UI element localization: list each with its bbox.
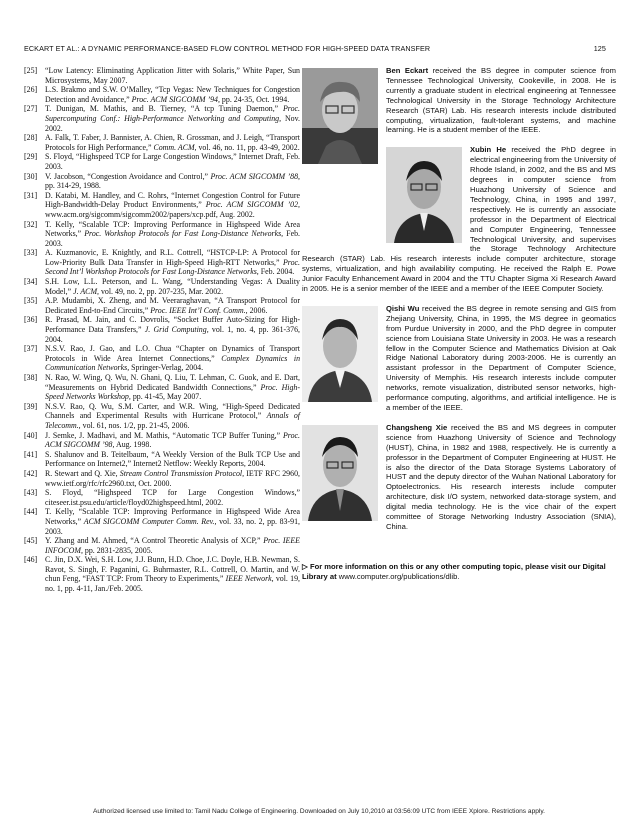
reference-text: pp. 41-45, May 2007. xyxy=(130,392,202,402)
reference-text: IETF RFC 2960, www.ietf.org/rfc/rfc2960.txt, Oct. 2000. xyxy=(45,468,300,488)
reference-text: pp. 2831-2835, 2005. xyxy=(82,545,153,555)
reference-item xyxy=(24,402,300,431)
reference-item xyxy=(24,191,300,220)
reference-text: D. Katabi, M. Handley, and C. Rohrs, “Internet Congestion Control for Future High-Bandwidth-Delay Product Environments,” xyxy=(45,190,300,210)
running-header xyxy=(24,44,614,58)
reference-text: vol. 33, no. 2, pp. 83-91, 2003. xyxy=(45,516,300,536)
reference-item xyxy=(24,469,300,488)
reference-text: vol. 49, no. 2, pp. 207-235, Mar. 2002. xyxy=(99,286,224,296)
reference-text: Y. Zhang and M. Ahmed, “A Control Theoretic Analysis of XCP,” xyxy=(45,536,264,546)
reference-number: [28] xyxy=(24,133,38,143)
reference-item xyxy=(24,133,300,152)
portrait-xie-image xyxy=(302,425,378,521)
reference-text: L.S. Brakmo and S.W. O’Malley, “Tcp Vegas: New Techniques for Congestion Detection and Avoidance,” xyxy=(45,85,300,104)
reference-venue: Proc. IEEE Int’l Conf. Comm., xyxy=(150,305,248,315)
triangle-arrow-icon: ▷ xyxy=(302,561,308,571)
more-info-lead: For more information on this or any other computing topic, please visit our Digital Library at xyxy=(302,561,606,581)
reference-item xyxy=(24,315,300,344)
reference-number: [43] xyxy=(24,488,38,498)
running-head-title: ECKART ET AL.: A DYNAMIC PERFORMANCE-BASED FLOW CONTROL METHOD FOR HIGH-SPEED DATA TRANSFER xyxy=(24,44,431,53)
reference-text: R. Stewart and Q. Xie, xyxy=(45,468,120,478)
reference-item xyxy=(24,104,300,133)
reference-item xyxy=(24,450,300,469)
reference-item xyxy=(24,555,300,593)
page-number: 125 xyxy=(593,44,606,53)
author-photo-wu xyxy=(302,306,378,402)
bio-name-he: Xubin He xyxy=(470,145,507,155)
reference-number: [25] xyxy=(24,66,38,75)
reference-item xyxy=(24,507,300,536)
bio-qishi-wu xyxy=(302,304,616,413)
reference-text: vol. 19, no. 1, pp. 4-11, Jan./Feb. 2005. xyxy=(45,574,300,594)
reference-venue: Proc. Workshop Protocols for Fast Long-Distance Networks, xyxy=(84,229,284,239)
reference-number: [37] xyxy=(24,344,38,354)
reference-item xyxy=(24,344,300,373)
reference-number: [40] xyxy=(24,430,38,440)
reference-text: A.P. Mudambi, X. Zheng, and M. Veeraraghavan, “A Transport Protocol for Dedicated End-to-End Circuits,” xyxy=(45,296,300,315)
reference-text: vol. 46, no. 11, pp. 43-49, 2002. xyxy=(196,142,300,152)
bio-ben-eckart xyxy=(302,66,616,135)
reference-number: [30] xyxy=(24,171,38,181)
reference-venue: Proc. Supercomputing Conf.: High-Performance Networking and Computing, xyxy=(45,104,300,123)
reference-text: Feb. 2004. xyxy=(258,267,295,277)
reference-text: S. Floyd, “Highspeed TCP for Large Congestion Windows,” Internet Draft, Feb. 2003. xyxy=(45,152,300,171)
reference-venue: Proc. IEEE INFOCOM, xyxy=(45,536,300,555)
reference-venue: J. ACM, xyxy=(73,286,99,296)
reference-item xyxy=(24,536,300,555)
reference-number: [46] xyxy=(24,555,38,565)
reference-number: [38] xyxy=(24,373,38,382)
reference-venue: ACM SIGCOMM Computer Comm. Rev., xyxy=(83,516,217,526)
reference-text: N. Rao, W. Wing, Q. Wu, N. Ghani, Q. Liu, T. Lehman, C. Guok, and E. Dart, “Measurements on Hybrid Dedicated Bandwidth Connections,” xyxy=(45,373,300,392)
reference-text: vol. 1, no. 4, pp. 361-376, 2004. xyxy=(45,325,300,344)
reference-number: [44] xyxy=(24,507,38,517)
reference-venue: Comm. ACM, xyxy=(153,142,197,152)
reference-text: V. Jacobson, “Congestion Avoidance and Control,” xyxy=(45,171,211,181)
reference-item xyxy=(24,277,300,296)
reference-venue: Complex Dynamics in Communication Networks, xyxy=(45,353,301,373)
author-bios xyxy=(302,66,616,589)
reference-text: 2006. xyxy=(247,305,268,315)
reference-venue: Proc. ACM SIGCOMM ’02, xyxy=(205,200,300,210)
author-photo-he xyxy=(386,147,462,243)
bio-text-wu: received the BS degree in remote sensing and GIS from Zhejiang University, China, in 1995, the MS degree in geomatics from Purdue University in 2000, and the PhD degree in computer science from Louisiana State University in 2003. He was a research fellow in the Computer Science and Mathematics Division at Oak Ridge National Laboratory during 2003-2006. He is currently an assistant professor in the Department of Computer Science, University of Memphis. His research interests include computer networks, remote visualization, distributed sensor networks, high-performance computing, algorithms, and artificial intelligence. He is a member of the IEEE. xyxy=(386,303,616,412)
reference-venue: Proc. Second Int’l Workshop Protocols for Fast Long-Distance Networks, xyxy=(45,257,300,277)
reference-text: pp. 314-29, 1988. xyxy=(45,181,101,191)
reference-venue: Proc. ACM SIGCOMM ’94, xyxy=(131,94,220,104)
reference-text: Feb. 2003. xyxy=(45,229,300,248)
reference-item xyxy=(24,296,300,315)
reference-text: T. Dunigan, M. Mathis, and B. Tierney, “A tcp Tuning Daemon,” xyxy=(45,104,283,114)
reference-text: C. Jin, D.X. Wei, S.H. Low, J.J. Bunn, H.D. Choe, J.C. Doyle, H.B. Newman, S. Ravot, S. Singh, F. Paganini, G. Buhrmaster, R.L. Cottrell, O. Martin, and W. chun Feng, “FAST TCP: From Theory to Experiments,” xyxy=(45,555,300,584)
reference-text: A. Falk, T. Faber, J. Bannister, A. Chien, R. Grossman, and J. Leigh, “Transport Protocols for High Performance,” xyxy=(45,133,300,152)
author-photo-xie xyxy=(302,425,378,521)
reference-number: [36] xyxy=(24,315,38,325)
reference-item xyxy=(24,248,300,277)
bio-name-eckart: Ben Eckart xyxy=(386,66,429,75)
reference-item xyxy=(24,152,300,171)
reference-item xyxy=(24,373,300,402)
portrait-he-image xyxy=(386,147,462,243)
reference-text: A. Kuzmanovic, E. Knightly, and R.L. Cottrell, “HSTCP-LP: A Protocol for Low-Priority Bulk Data Transfer in High-Speed High-RTT Networks,” xyxy=(45,248,300,267)
bio-text-xie: received the BS and MS degrees in computer science from Huazhong University of Science and Technology (HUST), China, in 1982 and 1988, respectively. He is currently a professor in the Department of Computer Engineering at HUST. He is also the director of the Data Storage Systems Laboratory of HUST and the deputy director of the Wuhan National Laboratory for Optoelectronics. His research interests include computer architecture, disk I/O system, networked data-storage system, and digital media technology. He is the vice chair of the expert committee of Storage Networking Industry Association (SNIA), China. xyxy=(386,422,616,531)
reference-number: [26] xyxy=(24,85,38,95)
bio-name-xie: Changsheng Xie xyxy=(386,422,448,432)
reference-number: [42] xyxy=(24,468,38,478)
reference-text: T. Kelly, “Scalable TCP: Improving Performance in Highspeed Wide Area Networks,” xyxy=(45,507,300,526)
digital-library-note xyxy=(302,562,616,582)
reference-text: Nov. 2002. xyxy=(45,113,300,133)
bio-changsheng-xie xyxy=(302,423,616,532)
reference-item xyxy=(24,431,300,450)
reference-text: Springer-Verlag, 2004. xyxy=(129,363,204,373)
reference-item xyxy=(24,220,300,249)
references-list xyxy=(24,66,300,594)
portrait-wu-image xyxy=(302,306,378,402)
bio-xubin-he xyxy=(302,145,616,294)
reference-text: Aug. 1998. xyxy=(114,440,152,450)
reference-item xyxy=(24,66,300,85)
reference-text: pp. 24-35, Oct. 1994. xyxy=(219,94,290,104)
reference-number: [41] xyxy=(24,449,38,459)
reference-text: R. Prasad, M. Jain, and C. Dovrolis, “Socket Buffer Auto-Sizing for High-Performance Data Transfers,” xyxy=(45,315,300,335)
reference-item xyxy=(24,172,300,191)
reference-text: S. Shalunov and B. Teitelbaum, “A Weekly Version of the Bulk TCP Use and Performance on Internet2,” Internet2 Netflow: Weekly Reports, 2004. xyxy=(45,449,300,469)
reference-number: [39] xyxy=(24,401,38,411)
license-footer: Authorized licensed use limited to: Tamil Nadu College of Engineering. Downloaded on July 10,2010 at 03:56:09 UTC from IEEE Xplore. Restrictions apply. xyxy=(92,808,546,815)
reference-text: S.H. Low, L.L. Peterson, and L. Wang, “Understanding Vegas: A Duality Model,” xyxy=(45,277,300,296)
reference-number: [35] xyxy=(24,296,38,306)
reference-text: S. Floyd, “Highspeed TCP for Large Congestion Windows,” citeseer.ist.psu.edu/article/floyd02highspeed.html, 2002. xyxy=(45,488,300,507)
reference-venue: Proc. ACM SIGCOMM ’88, xyxy=(210,171,300,181)
reference-number: [33] xyxy=(24,248,38,258)
reference-text: vol. 61, nos. 1/2, pp. 21-45, 2006. xyxy=(80,420,190,430)
reference-item xyxy=(24,488,300,507)
reference-number: [32] xyxy=(24,219,38,229)
reference-number: [27] xyxy=(24,104,38,114)
reference-number: [45] xyxy=(24,536,38,546)
reference-text: N.S.V. Rao, J. Gao, and L.O. Chua “Chapter on Dynamics of Transport Protocols in Wide Area Internet Connections,” xyxy=(45,344,300,363)
bio-name-wu: Qishi Wu xyxy=(386,303,420,313)
reference-text: “Low Latency: Eliminating Application Jitter with Solaris,” White Paper, Sun Microsystems, May 2007. xyxy=(45,66,300,85)
bio-text-eckart: received the BS degree in computer science from Tennessee Technological University, Cookeville, in 2008. He is currently a graduate student in electrical engineering at Tennessee Technological University in the Storage Technology Architecture Research (STAR) Lab. His research interests include distributed computing, virtualization, fault-tolerant systems, and machine learning. He is a student member of the IEEE. xyxy=(386,66,616,135)
reference-text: www.acm.org/sigcomm/sigcomm2002/papers/xcp.pdf, Aug. 2002. xyxy=(45,209,255,219)
reference-text: N.S.V. Rao, Q. Wu, S.M. Carter, and W.R. Wing, “High-Speed Dedicated Channels and Experimental Results with Hurricane Protocol,” xyxy=(45,401,300,421)
reference-item xyxy=(24,85,300,104)
reference-venue: Stream Control Transmission Protocol, xyxy=(119,468,245,478)
reference-number: [29] xyxy=(24,152,38,162)
reference-venue: Proc. High-Speed Networks Workshop, xyxy=(45,382,300,402)
reference-number: [31] xyxy=(24,190,38,200)
reference-number: [34] xyxy=(24,277,38,287)
digital-library-link[interactable]: www.computer.org/publications/dlib. xyxy=(338,571,460,581)
reference-venue: Annals of Telecomm., xyxy=(45,411,300,430)
reference-venue: Proc. ACM SIGCOMM ’98, xyxy=(45,430,300,450)
reference-text: J. Semke, J. Madhavi, and M. Mathis, “Automatic TCP Buffer Tuning,” xyxy=(45,430,283,440)
reference-venue: IEEE Network, xyxy=(225,574,274,584)
bio-text-he: received the PhD degree in electrical engineering from the University of Rhode Island, in 2002, and the BS and MS degrees in computer science from Huazhong University of Science and Technology, China, in 1995 and 1997, respectively. He is currently an associate professor in the Department of Electrical and Computer Engineering, Tennessee Technological University, and supervises the Storage Technology Architecture Research (STAR) Lab. His research interests include computer architecture, storage systems, virtualization, and high availability computing. He received the Ralph E. Powe Junior Faculty Enhancement Award in 2004 and the TTU Chapter Sigma Xi Research Award in 2005. He is a senior member of the IEEE and a member of the IEEE Computer Society. xyxy=(302,145,616,294)
reference-venue: J. Grid Computing, xyxy=(144,325,209,335)
reference-text: T. Kelly, “Scalable TCP: Improving Performance in Highspeed Wide Area Networks,” xyxy=(45,219,300,239)
